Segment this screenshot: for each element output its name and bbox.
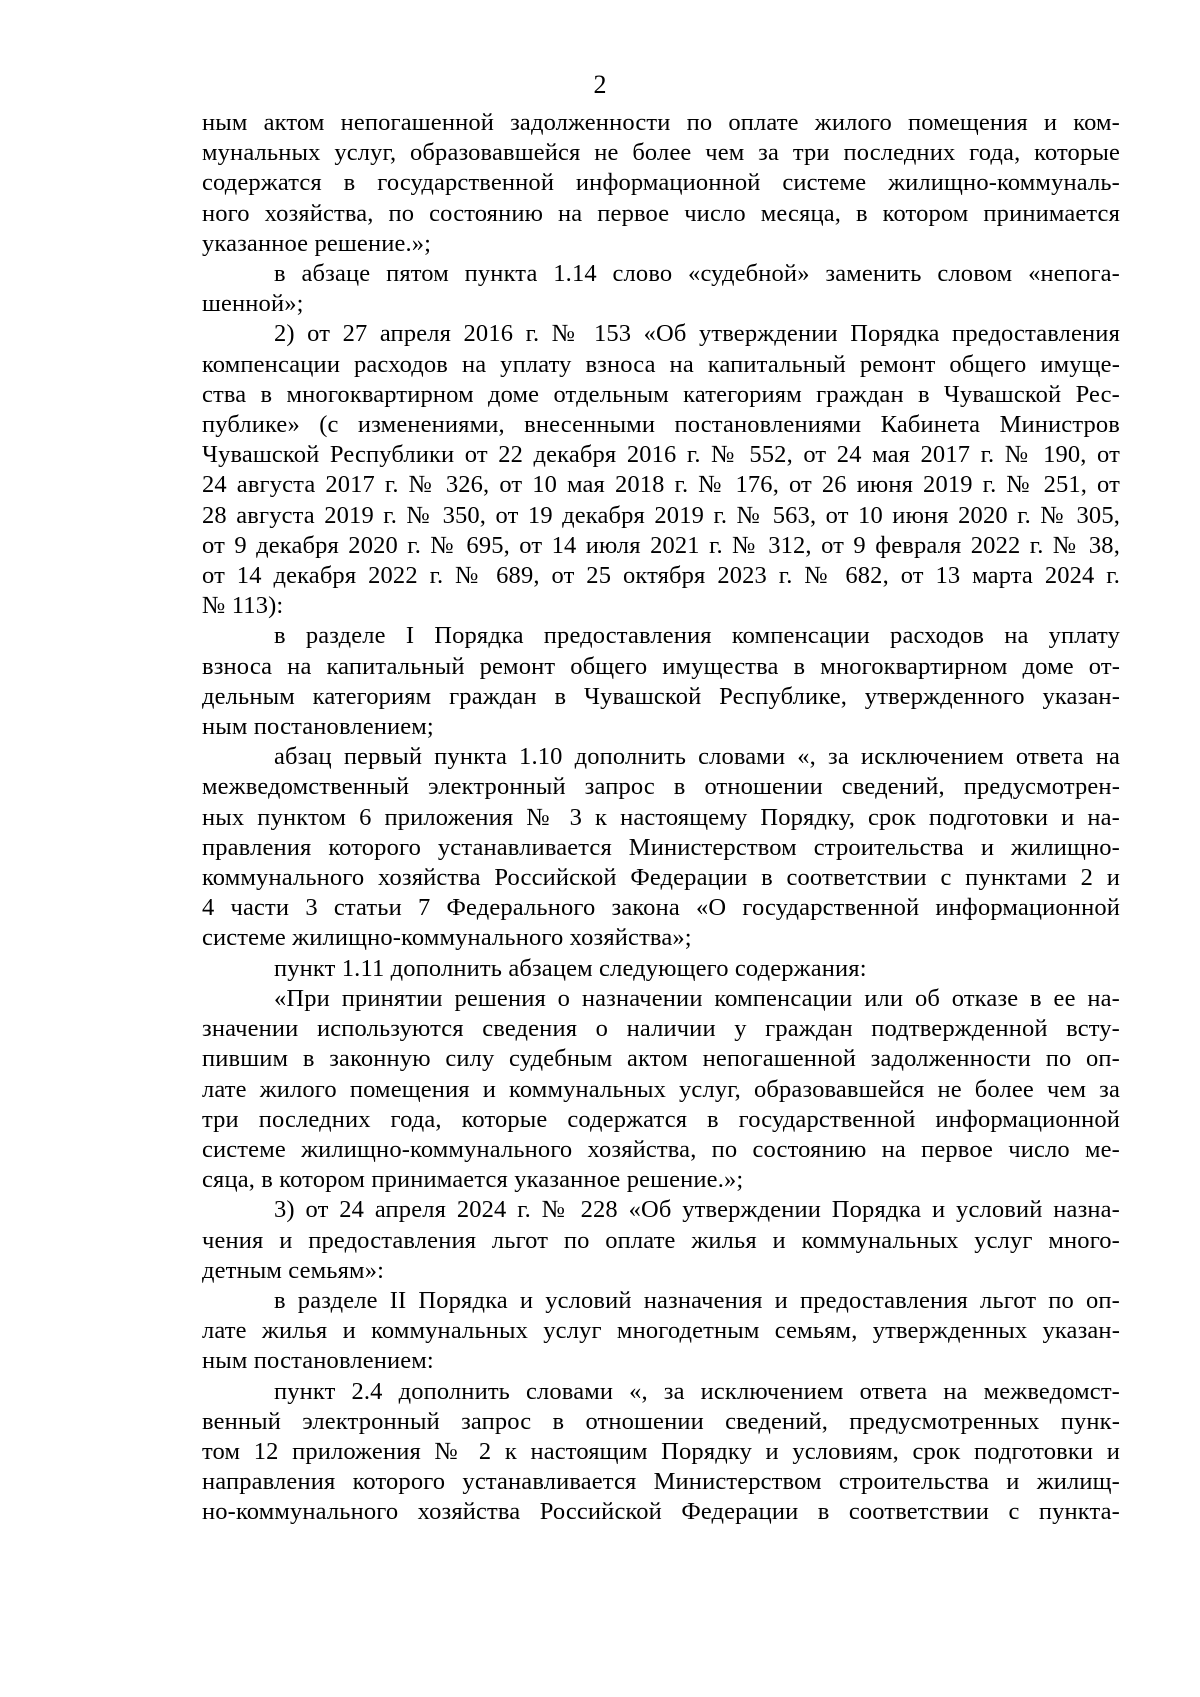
text-line: шенной»; bbox=[202, 290, 304, 318]
text-line: мунальных услуг, образовавшейся не более чем за три последних года, которые bbox=[202, 139, 1120, 167]
text-line: значении используются сведения о наличии у граждан подтвержденной всту- bbox=[202, 1015, 1120, 1043]
text-line: ных пунктом 6 приложения № 3 к настоящему Порядку, срок подготовки и на- bbox=[202, 803, 1120, 831]
text-line: системе жилищно-коммунального хозяйства»; bbox=[202, 924, 692, 952]
text-line: правления которого устанавливается Министерством строительства и жилищно- bbox=[202, 833, 1120, 861]
text-line: но-коммунального хозяйства Российской Федерации в соответствии с пункта- bbox=[202, 1498, 1120, 1526]
text-line: указанное решение.»; bbox=[202, 229, 432, 257]
text-line: венный электронный запрос в отношении сведений, предусмотренных пунк- bbox=[202, 1407, 1120, 1435]
text-line: коммунального хозяйства Российской Федерации в соответствии с пунктами 2 и bbox=[202, 864, 1120, 892]
text-line: лате жилья и коммунальных услуг многодетным семьям, утвержденных указан- bbox=[202, 1317, 1120, 1345]
text-line: системе жилищно-коммунального хозяйства, по состоянию на первое число ме- bbox=[202, 1135, 1120, 1163]
text-line: сяца, в котором принимается указанное решение.»; bbox=[202, 1166, 744, 1194]
paragraph bbox=[202, 1195, 1120, 1286]
text-line: в разделе II Порядка и условий назначения и предоставления льгот по оп- bbox=[274, 1286, 1120, 1314]
text-line: детным семьям»: bbox=[202, 1256, 385, 1284]
text-line: ным актом непогашенной задолженности по оплате жилого помещения и ком- bbox=[202, 109, 1120, 136]
text-line: направления которого устанавливается Министерством строительства и жилищ- bbox=[202, 1468, 1120, 1496]
text-line: публике» (с изменениями, внесенными постановлениями Кабинета Министров bbox=[202, 411, 1120, 439]
text-line: № 113): bbox=[202, 592, 284, 620]
paragraph bbox=[202, 1377, 1120, 1528]
text-line: ным постановлением: bbox=[202, 1347, 434, 1375]
paragraph bbox=[202, 319, 1120, 621]
text-line: том 12 приложения № 2 к настоящим Порядку и условиям, срок подготовки и bbox=[202, 1437, 1120, 1465]
paragraph bbox=[202, 984, 1120, 1195]
text-line: от 9 декабря 2020 г. № 695, от 14 июля 2021 г. № 312, от 9 февраля 2022 г. № 38, bbox=[202, 531, 1120, 559]
paragraph bbox=[202, 742, 1120, 953]
paragraph bbox=[202, 954, 1120, 984]
text-line: ного хозяйства, по состоянию на первое число месяца, в котором принимается bbox=[202, 199, 1120, 227]
text-line: 24 августа 2017 г. № 326, от 10 мая 2018 г. № 176, от 26 июня 2019 г. № 251, от bbox=[202, 471, 1120, 499]
text-line: «При принятии решения о назначении компенсации или об отказе в ее на- bbox=[274, 984, 1120, 1012]
text-line: 28 августа 2019 г. № 350, от 19 декабря 2019 г. № 563, от 10 июня 2020 г. № 305, bbox=[202, 501, 1120, 529]
text-line: дельным категориям граждан в Чувашской Республике, утвержденного указан- bbox=[202, 682, 1120, 710]
text-line: три последних года, которые содержатся в государственной информационной bbox=[202, 1105, 1120, 1133]
text-line: лате жилого помещения и коммунальных услуг, образовавшейся не более чем за bbox=[202, 1075, 1120, 1103]
text-line: 4 части 3 статьи 7 Федерального закона «О государственной информационной bbox=[202, 894, 1120, 922]
text-line: компенсации расходов на уплату взноса на капитальный ремонт общего имуще- bbox=[202, 350, 1120, 378]
text-line: абзац первый пункта 1.10 дополнить словами «, за исключением ответа на bbox=[274, 743, 1120, 771]
paragraph bbox=[202, 108, 1120, 259]
paragraph bbox=[202, 1286, 1120, 1377]
text-line: содержатся в государственной информационной системе жилищно-коммуналь- bbox=[202, 169, 1120, 197]
text-line: пункт 2.4 дополнить словами «, за исключением ответа на межведомст- bbox=[274, 1377, 1120, 1405]
text-line: пившим в законную силу судебным актом непогашенной задолженности по оп- bbox=[202, 1045, 1120, 1073]
text-line: пункт 1.11 дополнить абзацем следующего содержания: bbox=[274, 954, 867, 982]
text-line: чения и предоставления льгот по оплате жилья и коммунальных услуг много- bbox=[202, 1226, 1120, 1254]
text-line: ства в многоквартирном доме отдельным категориям граждан в Чувашской Рес- bbox=[202, 380, 1120, 408]
text-line: в разделе I Порядка предоставления компенсации расходов на уплату bbox=[274, 622, 1120, 650]
text-line: от 14 декабря 2022 г. № 689, от 25 октября 2023 г. № 682, от 13 марта 2024 г. bbox=[202, 562, 1120, 590]
page-number: 2 bbox=[593, 70, 607, 99]
paragraph bbox=[202, 259, 1120, 319]
text-line: в абзаце пятом пункта 1.14 слово «судебной» заменить словом «непога- bbox=[274, 260, 1120, 288]
document-body bbox=[202, 108, 1120, 1528]
text-line: межведомственный электронный запрос в отношении сведений, предусмотрен- bbox=[202, 773, 1120, 801]
text-line: ным постановлением; bbox=[202, 713, 434, 741]
text-line: 2) от 27 апреля 2016 г. № 153 «Об утверждении Порядка предоставления bbox=[274, 320, 1120, 348]
text-line: Чувашской Республики от 22 декабря 2016 г. № 552, от 24 мая 2017 г. № 190, от bbox=[202, 441, 1120, 469]
text-line: взноса на капитальный ремонт общего имущества в многоквартирном доме от- bbox=[202, 652, 1120, 680]
text-line: 3) от 24 апреля 2024 г. № 228 «Об утверждении Порядка и условий назна- bbox=[274, 1196, 1120, 1224]
paragraph bbox=[202, 621, 1120, 742]
